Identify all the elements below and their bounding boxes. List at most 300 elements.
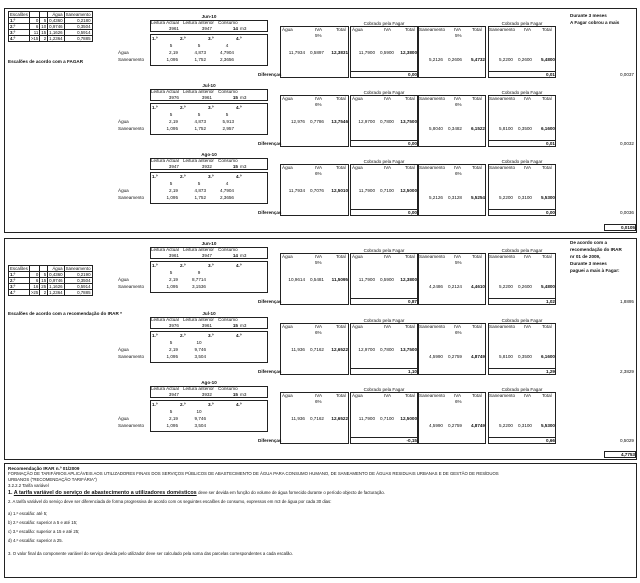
col-header: IVA	[524, 324, 532, 329]
tier-cell: 0,9746	[49, 278, 63, 284]
tier-cell: 1.º	[9, 272, 30, 278]
tier-header: Água	[48, 12, 64, 18]
side-note: De acordo com a	[570, 240, 608, 245]
tier-cell: 4.º	[9, 290, 30, 296]
fagar-water-total: 12,3800	[400, 277, 417, 282]
fagar-water-iva: 0,7800	[379, 347, 394, 352]
reading-value: 3961	[168, 253, 179, 258]
iva-rate: 6%	[315, 102, 322, 107]
col-header: Água	[352, 27, 363, 32]
tier-table-irar	[8, 265, 93, 296]
tier-cell: 0,2190	[64, 272, 92, 278]
fagar-sewage-iva: 0,3500	[517, 354, 532, 359]
agua-tier-value: 9,746	[194, 416, 206, 421]
reading-header: Consumo	[218, 386, 238, 391]
reading-header: Leitura Actual	[151, 247, 179, 252]
footer-item: d) 4.º escalão: superior a 25.	[8, 538, 63, 543]
iva-rate: 6%	[315, 399, 322, 404]
fagar-water-iva: 0,7800	[379, 119, 394, 124]
tier-label: 4.º	[236, 105, 242, 110]
row-label-agua: Água	[118, 188, 129, 193]
tier-qty: 5	[169, 340, 173, 345]
diff-value-water: 1,10	[408, 369, 417, 374]
sewage-total: 6,1522	[470, 126, 485, 131]
tier-label: 1.º	[152, 402, 158, 407]
col-header: IVA	[524, 165, 532, 170]
san-tier-value: 1,095	[166, 195, 178, 200]
consumption-value: 14	[232, 253, 238, 258]
consumption-value: 15	[232, 323, 238, 328]
sewage-net: 5,2126	[428, 195, 443, 200]
iva-rate: 6%	[315, 171, 322, 176]
tier-label: 4.º	[236, 263, 242, 268]
reading-header: Consumo	[218, 317, 238, 322]
side-note: A Fagar cobrou a mais	[570, 20, 620, 25]
diff-label: Diferenças	[258, 438, 282, 443]
iva-rate: 5%	[455, 33, 462, 38]
tier-label: 3.º	[208, 263, 214, 268]
tier-cell: 1,1626	[49, 30, 63, 36]
diff-value-sewage: 0,66	[546, 438, 555, 443]
water-total: 12,6522	[331, 347, 348, 352]
consumption-value: 14	[232, 26, 238, 31]
col-header: IVA	[524, 393, 532, 398]
tier-cell: 11	[29, 30, 39, 36]
reading-value: 3947	[168, 164, 179, 169]
cobrado-title: Cobrado pela Fagar	[363, 318, 405, 323]
agua-tier-value: 5,913	[222, 119, 234, 124]
fagar-sewage-net: 5,2200	[498, 284, 513, 289]
tier-qty: 5	[169, 409, 173, 414]
diff-value-water: 0,00	[408, 141, 417, 146]
col-header: Saneamento	[419, 165, 446, 170]
sewage-calc-box	[418, 323, 486, 375]
reading-header: Leitura anterior	[183, 158, 214, 163]
col-header: IVA	[454, 393, 462, 398]
reading-value: 3947	[201, 26, 212, 31]
fagar-water-total: 12,5000	[400, 416, 417, 421]
agua-tier-value: 2,19	[169, 188, 178, 193]
reading-header: Consumo	[218, 158, 238, 163]
tier-label: 2.º	[180, 174, 186, 179]
tier-qty: 4	[225, 43, 229, 48]
side-note: Durante 3 meses	[570, 261, 607, 266]
footer-point: 2. A tarifa variável do serviço deve ser diferenciada de forma progressiva de acordo com os seguintes escalões de consumo, expressos em m3 de água por cada 30 dias:	[8, 499, 332, 504]
cobrado-title: Cobrado pela Fagar	[363, 159, 405, 164]
tier-label: 3.º	[208, 402, 214, 407]
col-header: Total	[405, 96, 415, 101]
agua-tier-value: 9,746	[194, 347, 206, 352]
fagar-water-iva: 0,7100	[379, 416, 394, 421]
row-label-agua: Água	[118, 119, 129, 124]
fagar-sewage-iva: 0,3500	[517, 126, 532, 131]
col-header: IVA	[315, 165, 323, 170]
san-tier-value: 1,095	[166, 423, 178, 428]
cobrado-title: Cobrado pela Fagar	[501, 387, 543, 392]
col-header: IVA	[384, 27, 392, 32]
col-header: Total	[472, 254, 482, 259]
reading-header: Consumo	[218, 247, 238, 252]
sewage-net: 4,5990	[428, 354, 443, 359]
row-label-agua: Água	[118, 347, 129, 352]
san-tier-value: 2,3656	[219, 57, 234, 62]
col-header: IVA	[315, 27, 323, 32]
agua-tier-value: 2,19	[169, 277, 178, 282]
diff-value-water: 0,87	[408, 299, 417, 304]
tier-label: 2.º	[180, 333, 186, 338]
sewage-net: 5,2126	[428, 57, 443, 62]
fagar-sewage-total: 5,4800	[540, 284, 555, 289]
fagar-sewage-iva: 0,2600	[517, 57, 532, 62]
col-header: Água	[352, 96, 363, 101]
reading-header: Leitura Actual	[151, 20, 179, 25]
col-header: Água	[352, 324, 363, 329]
col-header: Água	[282, 254, 293, 259]
reading-value: 3976	[168, 323, 179, 328]
footer-item: c) 3.º escalão: superior a 15 e até 25;	[8, 529, 80, 534]
tier-cell: 2.º	[9, 278, 30, 284]
tier-qty: 5	[197, 112, 201, 117]
tier-label: 3.º	[208, 174, 214, 179]
tier-cell: 10	[41, 24, 47, 30]
tier-qty: 5	[169, 112, 173, 117]
tier-qty: 4	[225, 181, 229, 186]
diff-value-sewage: 0,01	[546, 141, 555, 146]
side-note: recomendação do IRAR	[570, 247, 622, 252]
col-header: IVA	[384, 165, 392, 170]
tier-label: 1.º	[152, 105, 158, 110]
iva-rate: 5%	[315, 33, 322, 38]
cobrado-title: Cobrado pela Fagar	[501, 90, 543, 95]
cobrado-title: Cobrado pela Fagar	[363, 248, 405, 253]
sewage-iva: 0,3128	[447, 195, 462, 200]
tier-label: 4.º	[236, 402, 242, 407]
san-tier-value: 3,1536	[191, 284, 206, 289]
col-header: Total	[472, 27, 482, 32]
fagar-water-total: 12,5000	[400, 188, 417, 193]
water-iva: 0,7076	[309, 188, 324, 193]
tier-cell: 25	[41, 284, 47, 290]
reading-header: Leitura anterior	[183, 247, 214, 252]
col-header: IVA	[384, 393, 392, 398]
col-header: IVA	[384, 324, 392, 329]
agua-tier-value: 8,7714	[191, 277, 206, 282]
consumption-unit: m3	[240, 95, 247, 100]
water-iva: 0,7786	[309, 119, 324, 124]
cobrado-title: Cobrado pela Fagar	[501, 21, 543, 26]
section-label: Escalões de acordo com a FAGAR	[8, 59, 84, 64]
tier-label: 1.º	[152, 36, 158, 41]
footer-title: Recomendação IRAR n.º 01/2009	[8, 466, 80, 471]
fagar-sewage-net: 5,2200	[498, 195, 513, 200]
col-header: IVA	[384, 254, 392, 259]
diff-label: Diferenças	[258, 210, 282, 215]
reading-header: Leitura anterior	[183, 89, 214, 94]
water-total: 12,6522	[331, 416, 348, 421]
fagar-sewage-total: 6,1600	[540, 126, 555, 131]
cobrado-title: Cobrado pela Fagar	[363, 90, 405, 95]
row-label-san: Saneamento	[118, 195, 145, 200]
sewage-calc-box	[418, 253, 486, 305]
tier-header: Escalões	[10, 12, 28, 17]
tier-cell: 1,2364	[49, 36, 63, 42]
reading-header: Consumo	[218, 89, 238, 94]
san-tier-value: 1,752	[194, 57, 206, 62]
tier-label: 4.º	[236, 174, 242, 179]
tier-label: 2.º	[180, 105, 186, 110]
sewage-total: 4,8749	[470, 354, 485, 359]
sewage-iva: 0,2759	[447, 354, 462, 359]
footer-line: 3.2.2.2 Tarifa variável	[8, 483, 49, 488]
consumption-unit: m3	[240, 323, 247, 328]
diff-value-sewage: 1,29	[546, 369, 555, 374]
water-total: 12,3831	[331, 50, 348, 55]
iva-rate: 6%	[455, 171, 462, 176]
fagar-sewage-iva: 0,3100	[517, 423, 532, 428]
col-header: Água	[352, 254, 363, 259]
col-header: Total	[472, 393, 482, 398]
reading-value: 3932	[201, 164, 212, 169]
fagar-water-net: 12,9700	[358, 347, 375, 352]
col-header: Saneamento	[419, 254, 446, 259]
side-value: 0,0032	[619, 141, 634, 146]
tier-label: 2.º	[180, 36, 186, 41]
reading-header: Leitura Actual	[151, 158, 179, 163]
tier-cell: 4.º	[9, 36, 30, 42]
diff-label: Diferenças	[258, 299, 282, 304]
col-header: IVA	[524, 254, 532, 259]
iva-rate: 6%	[315, 330, 322, 335]
col-header: IVA	[454, 254, 462, 259]
tier-cell: 3.º	[9, 284, 30, 290]
tier-label: 3.º	[208, 36, 214, 41]
col-header: Saneamento	[419, 96, 446, 101]
water-iva: 0,5481	[309, 277, 324, 282]
sewage-net: 5,8040	[428, 126, 443, 131]
month-title: Ago-10	[201, 380, 217, 385]
reading-value: 3961	[201, 95, 212, 100]
footer-box	[4, 463, 637, 578]
fagar-water-net: 11,7900	[358, 277, 375, 282]
col-header: IVA	[524, 27, 532, 32]
tier-label: 2.º	[180, 263, 186, 268]
fagar-water-total: 12,3800	[400, 50, 417, 55]
reading-header: Leitura anterior	[183, 386, 214, 391]
col-header: Água	[282, 96, 293, 101]
col-header: Saneamento	[489, 27, 516, 32]
col-header: IVA	[315, 393, 323, 398]
side-value: 0,0036	[619, 210, 634, 215]
footer-point: 3. O valor final da componente variável do serviço devida pelo utilizador deve ser calculado pela soma das parcelas correspondentes a cada escalão.	[8, 551, 293, 556]
side-note: paguei a mais à Fagar:	[570, 268, 620, 273]
fagar-sewage-total: 5,5300	[540, 195, 555, 200]
col-header: Saneamento	[419, 27, 446, 32]
fagar-water-net: 11,7900	[358, 416, 375, 421]
san-tier-value: 1,752	[194, 195, 206, 200]
month-title: Jul-10	[202, 83, 216, 88]
tier-cell: 6	[29, 24, 39, 30]
tier-cell: 0,3504	[64, 24, 92, 30]
agua-tier-value: 4,873	[194, 50, 206, 55]
reading-value: 3947	[201, 253, 212, 258]
row-label-san: Saneamento	[118, 126, 145, 131]
col-header: Total	[472, 324, 482, 329]
tier-cell: 1.º	[9, 18, 30, 24]
side-note: Durante 3 meses	[570, 13, 607, 18]
reading-value: 3961	[201, 323, 212, 328]
col-header: Total	[472, 96, 482, 101]
tier-header: Saneamento	[65, 266, 91, 271]
water-net: 10,9614	[288, 277, 305, 282]
tier-qty: 9	[197, 270, 201, 275]
fagar-water-iva: 0,5900	[379, 277, 394, 282]
sewage-calc-box	[418, 26, 486, 78]
col-header: Saneamento	[419, 324, 446, 329]
iva-rate: 6%	[455, 330, 462, 335]
row-label-agua: Água	[118, 277, 129, 282]
reading-header: Leitura Actual	[151, 317, 179, 322]
side-value: 1,8895	[619, 299, 634, 304]
agua-tier-value: 2,19	[169, 119, 178, 124]
fagar-sewage-net: 5,8100	[498, 126, 513, 131]
tier-cell: 0,5914	[64, 30, 92, 36]
col-header: Água	[282, 165, 293, 170]
consumption-unit: m3	[240, 26, 247, 31]
col-header: IVA	[454, 165, 462, 170]
tier-cell: 0,7885	[64, 290, 92, 296]
sewage-iva: 0,2124	[447, 284, 462, 289]
fagar-sewage-net: 5,2200	[498, 57, 513, 62]
cobrado-title: Cobrado pela Fagar	[363, 387, 405, 392]
col-header: Água	[282, 393, 293, 398]
tier-cell: 0,4360	[49, 272, 63, 278]
tier-cell: 1,1626	[49, 284, 63, 290]
reading-value: 3961	[168, 26, 179, 31]
san-tier-value: 2,3656	[219, 195, 234, 200]
fagar-water-net: 11,7900	[358, 50, 375, 55]
diff-value-water: -0,15	[406, 438, 417, 443]
col-header: Saneamento	[489, 165, 516, 170]
water-iva: 0,7162	[309, 416, 324, 421]
month-title: Jul-10	[202, 311, 216, 316]
side-value: 0,5029	[619, 438, 634, 443]
reading-header: Consumo	[218, 20, 238, 25]
col-header: Água	[352, 393, 363, 398]
tier-table-fagar	[8, 11, 93, 42]
tier-qty: 5	[169, 181, 173, 186]
sewage-calc-box	[418, 95, 486, 147]
row-label-agua: Água	[118, 416, 129, 421]
diff-value-water: 0,00	[408, 72, 417, 77]
water-net: 11,7934	[288, 188, 305, 193]
col-header: Saneamento	[489, 96, 516, 101]
reading-value: 3932	[201, 392, 212, 397]
tier-cell: 0,4360	[49, 18, 63, 24]
fagar-sewage-net: 5,2200	[498, 423, 513, 428]
tier-cell: 5	[40, 272, 48, 278]
tier-cell: 0,5914	[64, 284, 92, 290]
tier-cell: 0	[29, 18, 39, 24]
water-net: 11,936	[291, 416, 305, 421]
tier-cell: 0,9746	[49, 24, 63, 30]
col-header: IVA	[315, 324, 323, 329]
reading-value: 3947	[168, 392, 179, 397]
san-tier-value: 1,095	[166, 354, 178, 359]
water-iva: 0,7162	[309, 347, 324, 352]
tier-label: 2.º	[180, 402, 186, 407]
col-header: Total	[542, 96, 552, 101]
col-header: IVA	[384, 96, 392, 101]
footer-item: b) 2.º escalão: superior a 5 e até 15;	[8, 520, 78, 525]
row-label-san: Saneamento	[118, 423, 145, 428]
sewage-iva: 0,3482	[447, 126, 462, 131]
tier-qty: 5	[197, 43, 201, 48]
col-header: IVA	[315, 254, 323, 259]
col-header: Total	[336, 393, 346, 398]
tier-label: 1.º	[152, 263, 158, 268]
fagar-water-iva: 0,5900	[379, 50, 394, 55]
reading-header: Leitura anterior	[183, 20, 214, 25]
tier-cell: 2	[40, 36, 48, 42]
row-label-san: Saneamento	[118, 354, 145, 359]
footer-line: FORMAÇÃO DE TARIFÁRIOS APLICÁVEIS AOS UTILIZADORES FINAIS DOS SERVIÇOS PÚBLICOS DE ABASTECIMENTO DE ÁGUA PARA CONSUMO HUMANO, DE SANEAMENTO DE ÁGUAS RESIDUAIS URBANAS E DE GESTÃO DE RESÍDUOS	[8, 471, 499, 476]
san-tier-value: 1,752	[194, 126, 206, 131]
water-total: 13,7546	[331, 119, 348, 124]
col-header: Total	[542, 393, 552, 398]
tier-cell: 16	[29, 284, 39, 290]
consumption-value: 15	[232, 164, 238, 169]
diff-label: Diferenças	[258, 72, 282, 77]
fagar-water-total: 13,7500	[400, 347, 417, 352]
sewage-calc-box	[418, 164, 486, 216]
diff-label: Diferenças	[258, 369, 282, 374]
consumption-value: 15	[232, 392, 238, 397]
col-header: IVA	[315, 96, 323, 101]
tier-cell: >15	[30, 36, 39, 42]
col-header: Total	[542, 27, 552, 32]
cobrado-title: Cobrado pela Fagar	[501, 159, 543, 164]
section-label: Escalões de acordo com a recomendação do IRAR *	[8, 311, 122, 316]
tier-qty: 10	[196, 340, 202, 345]
diff-value-sewage: 0,01	[546, 72, 555, 77]
footer-heading: 1. A tarifa variável do serviço de abastecimento a utilizadores domésticos deve ser devida em função do volume de água fornecido durante o período objecto de facturação.	[8, 490, 385, 496]
iva-rate: 6%	[455, 102, 462, 107]
col-header: IVA	[524, 96, 532, 101]
row-label-san: Saneamento	[118, 57, 145, 62]
grand-total: 4,7753	[620, 452, 635, 457]
cobrado-title: Cobrado pela Fagar	[363, 21, 405, 26]
reading-header: Leitura Actual	[151, 386, 179, 391]
san-tier-value: 3,504	[194, 354, 206, 359]
sewage-total: 4,4610	[470, 284, 485, 289]
tier-qty: 10	[196, 409, 202, 414]
fagar-sewage-iva: 0,3100	[517, 195, 532, 200]
col-header: Total	[405, 393, 415, 398]
col-header: Total	[542, 324, 552, 329]
agua-tier-value: 4,7904	[219, 188, 234, 193]
san-tier-value: 1,095	[166, 126, 178, 131]
tier-cell: 0,2180	[64, 18, 92, 24]
col-header: Total	[336, 165, 346, 170]
sewage-calc-box	[418, 392, 486, 444]
tier-label: 3.º	[208, 333, 214, 338]
col-header: Água	[352, 165, 363, 170]
fagar-water-net: 11,7900	[358, 188, 375, 193]
sewage-net: 4,2486	[428, 284, 443, 289]
fagar-water-total: 13,7500	[400, 119, 417, 124]
tier-label: 1.º	[152, 174, 158, 179]
san-tier-value: 3,504	[194, 423, 206, 428]
